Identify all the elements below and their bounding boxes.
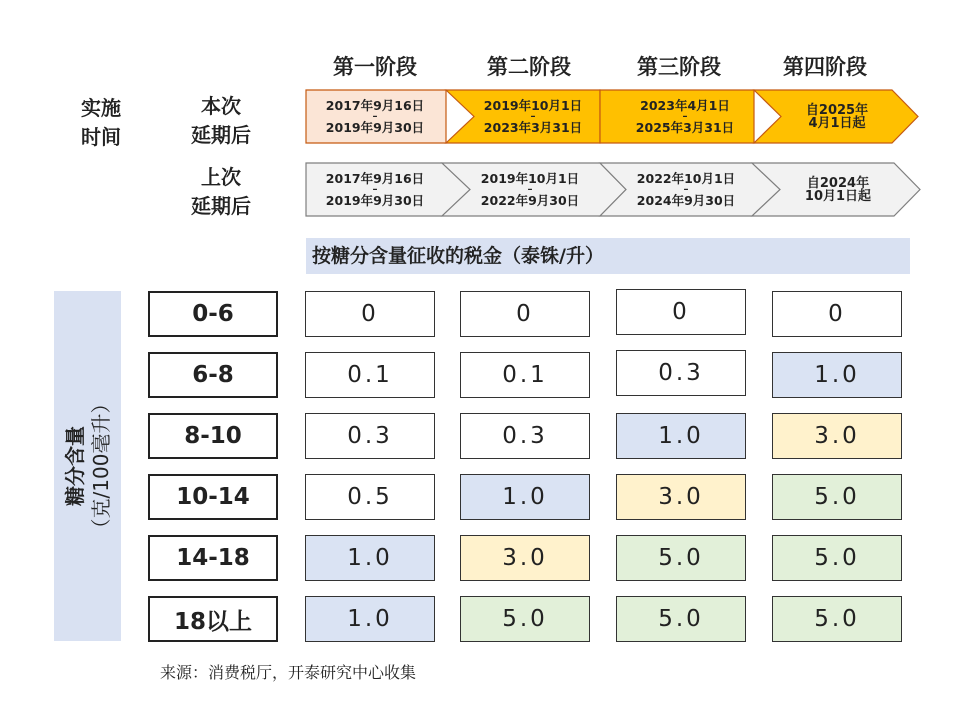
tax-rate-cell: 1.0 (460, 474, 590, 520)
tax-rate-cell: 5.0 (616, 535, 746, 581)
sugar-range-cell: 6-8 (148, 352, 278, 398)
tax-rate-cell: 0.5 (305, 474, 435, 520)
sugar-range-cell: 10-14 (148, 474, 278, 520)
y-axis-label: 糖分含量 （克/100毫升） (63, 393, 113, 539)
tax-rate-cell: 0 (305, 291, 435, 337)
current-date-phase-2: 2019年10月1日 – 2023年3月31日 (483, 98, 583, 135)
phase-header-1: 第一阶段 (333, 55, 417, 79)
tax-rate-cell: 5.0 (460, 596, 590, 642)
sugar-range-cell: 18以上 (148, 596, 278, 642)
tax-rate-cell: 5.0 (772, 474, 902, 520)
tax-rate-cell: 0.3 (460, 413, 590, 459)
tax-rate-cell: 1.0 (772, 352, 902, 398)
tax-rate-cell: 0.1 (305, 352, 435, 398)
tax-rate-cell: 0.3 (305, 413, 435, 459)
tax-rate-cell: 0.3 (616, 350, 746, 396)
tax-rate-cell: 5.0 (772, 535, 902, 581)
phase-header-4: 第四阶段 (783, 55, 867, 79)
current-extension-label: 本次 延期后 (191, 94, 251, 147)
tax-rate-cell: 1.0 (616, 413, 746, 459)
tax-rate-cell: 1.0 (305, 535, 435, 581)
phase-header-3: 第三阶段 (637, 55, 721, 79)
tax-rate-cell: 0 (616, 289, 746, 335)
previous-extension-label: 上次 延期后 (191, 165, 251, 218)
implementation-time-label: 实施 时间 (81, 96, 121, 149)
phase-header-2: 第二阶段 (487, 55, 571, 79)
tax-rate-cell: 0 (460, 291, 590, 337)
previous-date-phase-3: 2022年10月1日 – 2024年9月30日 (636, 171, 736, 208)
previous-date-phase-1: 2017年9月16日 – 2019年9月30日 (325, 171, 425, 208)
tax-rate-cell: 5.0 (772, 596, 902, 642)
tax-rate-cell: 3.0 (460, 535, 590, 581)
tax-table-title: 按糖分含量征收的税金（泰铢/升） (306, 238, 910, 274)
tax-rate-cell: 1.0 (305, 596, 435, 642)
sugar-range-cell: 14-18 (148, 535, 278, 581)
sugar-range-cell: 8-10 (148, 413, 278, 459)
tax-rate-cell: 0 (772, 291, 902, 337)
current-date-phase-4: 自2025年 4月1日起 (805, 103, 869, 131)
tax-rate-cell: 0.1 (460, 352, 590, 398)
tax-rate-cell: 3.0 (772, 413, 902, 459)
sugar-range-cell: 0-6 (148, 291, 278, 337)
current-date-phase-1: 2017年9月16日 – 2019年9月30日 (325, 98, 425, 135)
current-date-phase-3: 2023年4月1日 – 2025年3月31日 (635, 98, 735, 135)
tax-rate-cell: 5.0 (616, 596, 746, 642)
source-note: 来源：消费税厅，开泰研究中心收集 (160, 663, 417, 682)
previous-date-phase-2: 2019年10月1日 – 2022年9月30日 (480, 171, 580, 208)
previous-date-phase-4: 自2024年 10月1日起 (804, 176, 872, 204)
tax-rate-cell: 3.0 (616, 474, 746, 520)
